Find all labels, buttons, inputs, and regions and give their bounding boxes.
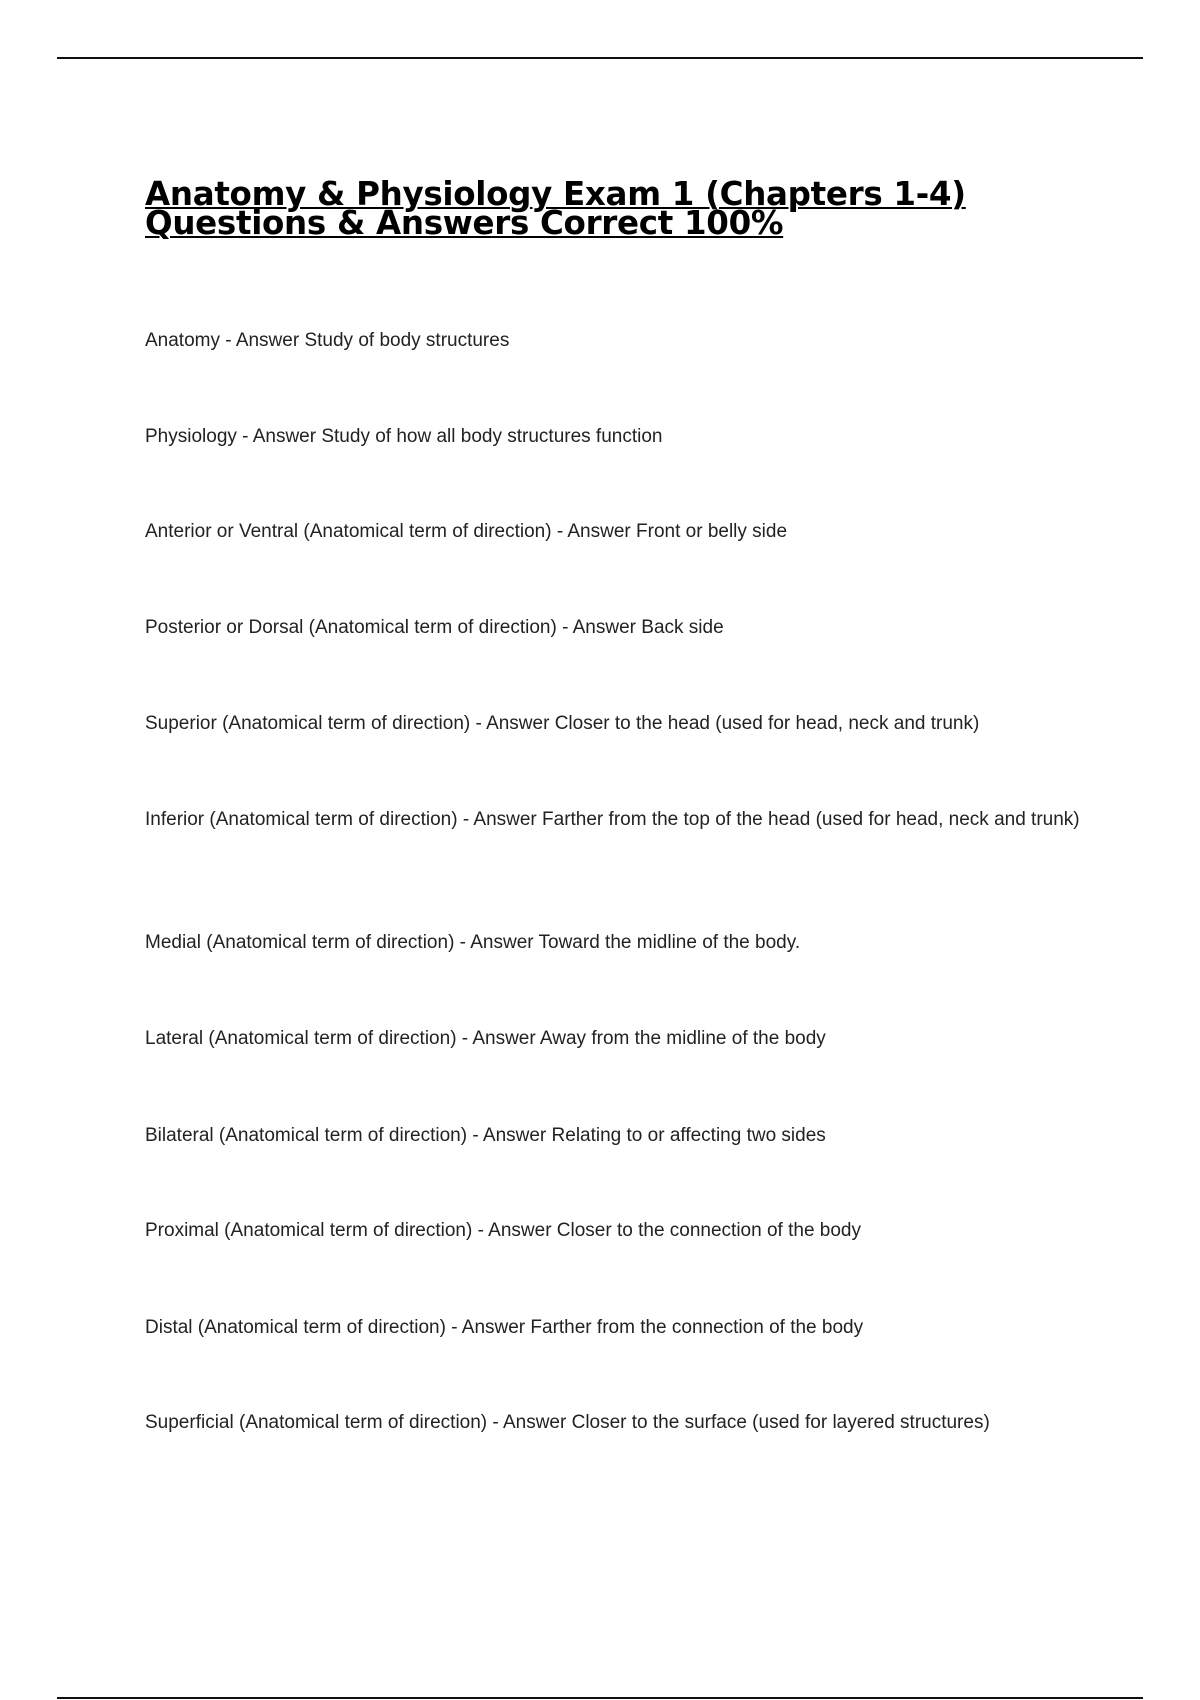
document-title: Anatomy & Physiology Exam 1 (Chapters 1-4) Questions & Answers Correct 100%: [145, 175, 966, 242]
qa-item-proximal: Proximal (Anatomical term of direction) - Answer Closer to the connection of the body: [145, 1220, 861, 1241]
document-body: [145, 175, 1085, 1433]
qa-item-physiology: Physiology - Answer Study of how all body structures function: [145, 426, 663, 447]
qa-item-medial: Medial (Anatomical term of direction) - Answer Toward the midline of the body.: [145, 932, 801, 953]
qa-item-inferior: Inferior (Anatomical term of direction) - Answer Farther from the top of the head (used for head, neck and trunk): [145, 809, 1080, 830]
footer-rule: [57, 1697, 1143, 1699]
qa-item-anterior: Anterior or Ventral (Anatomical term of direction) - Answer Front or belly side: [145, 521, 788, 542]
qa-item-bilateral: Bilateral (Anatomical term of direction) - Answer Relating to or affecting two sides: [145, 1125, 826, 1146]
qa-item-superior: Superior (Anatomical term of direction) - Answer Closer to the head (used for head, neck and trunk): [145, 713, 980, 734]
header-rule: [57, 57, 1143, 59]
qa-item-distal: Distal (Anatomical term of direction) - Answer Farther from the connection of the body: [145, 1317, 864, 1338]
qa-item-lateral: Lateral (Anatomical term of direction) - Answer Away from the midline of the body: [145, 1028, 826, 1049]
qa-item-anatomy: Anatomy - Answer Study of body structures: [145, 330, 510, 351]
qa-item-posterior: Posterior or Dorsal (Anatomical term of direction) - Answer Back side: [145, 617, 724, 638]
qa-item-superficial: Superficial (Anatomical term of direction) - Answer Closer to the surface (used for layered structures): [145, 1412, 990, 1433]
